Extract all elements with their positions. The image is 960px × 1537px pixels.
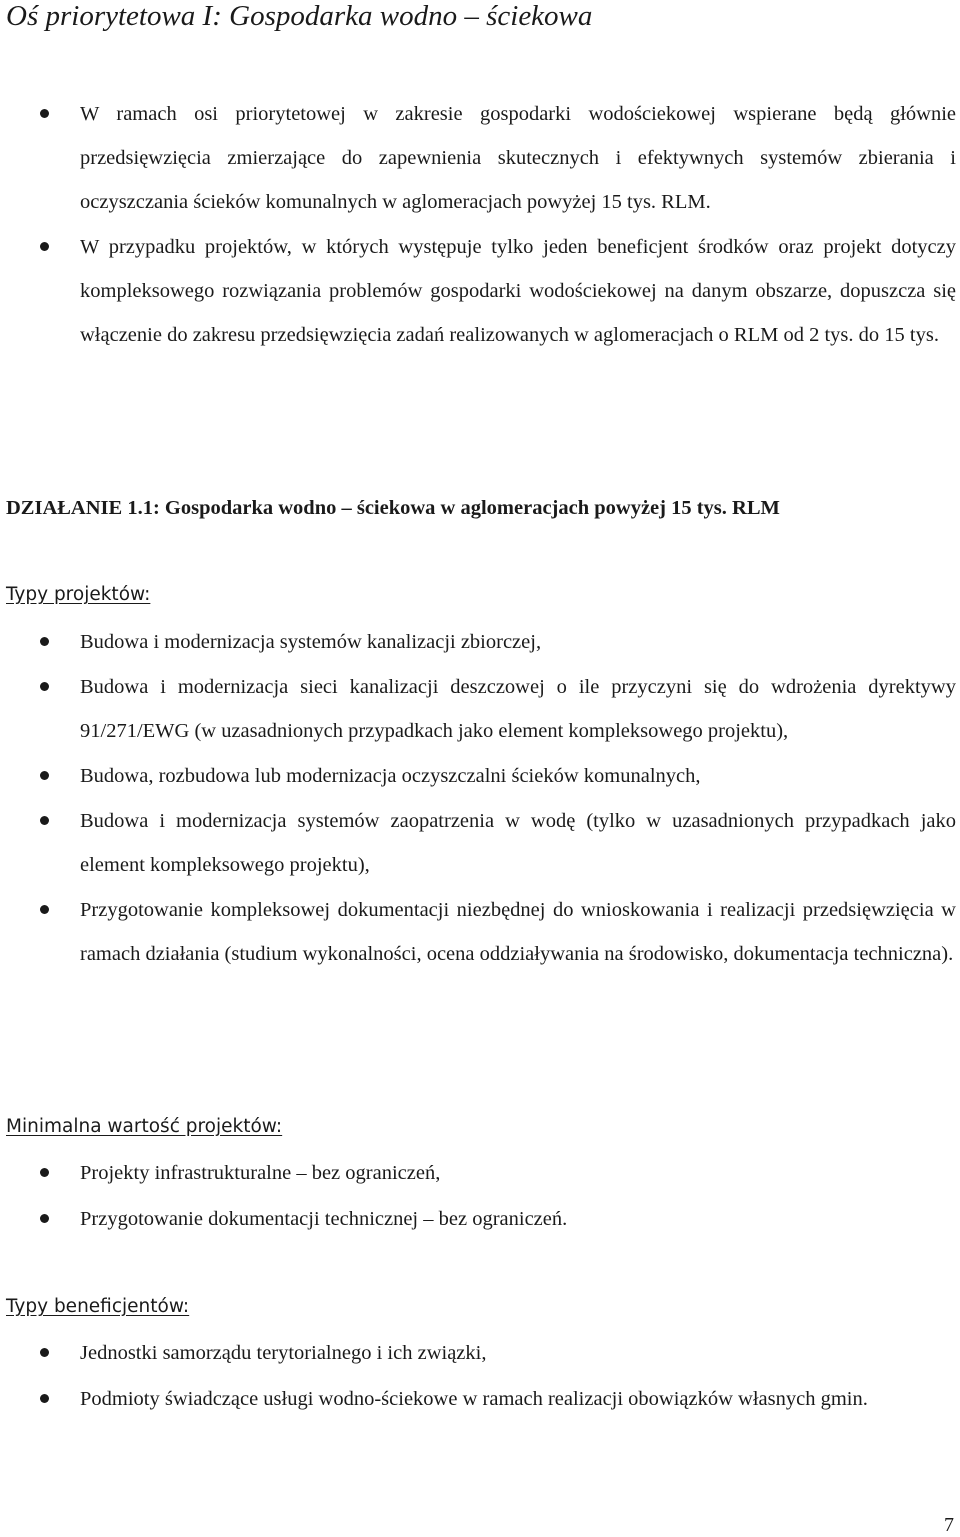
bullet-icon bbox=[40, 1214, 49, 1223]
list-item-text: Jednostki samorządu terytorialnego i ich związki, bbox=[80, 1342, 487, 1364]
bullet-icon bbox=[40, 109, 49, 118]
bullet-icon bbox=[40, 1168, 49, 1177]
project-types-label: Typy projektów: bbox=[6, 584, 151, 605]
bullet-icon bbox=[40, 242, 49, 251]
list-item bbox=[0, 799, 956, 887]
list-item-text: W ramach osi priorytetowej w zakresie gospodarki wodościekowej wspierane będą głównie przedsięwzięcia zmierzające do zapewnienia skutecznych i efektywnych systemów zbierania i oczyszczania ścieków komunalnych w aglomeracjach powyżej 15 tys. RLM. bbox=[80, 103, 956, 213]
bullet-icon bbox=[40, 1348, 49, 1357]
list-item-text: Budowa i modernizacja systemów kanalizacji zbiorczej, bbox=[80, 631, 542, 653]
bullet-icon bbox=[40, 816, 49, 825]
list-item bbox=[0, 1151, 956, 1195]
action-heading: DZIAŁANIE 1.1: Gospodarka wodno – ściekowa w aglomeracjach powyżej 15 tys. RLM bbox=[6, 497, 780, 519]
list-item-text: W przypadku projektów, w których występuje tylko jeden beneficjent środków oraz projekt dotyczy kompleksowego rozwiązania problemów gospodarki wodościekowej na danym obszarze, dopuszcza się włączenie do zakresu przedsięwzięcia zadań realizowanych w aglomeracjach o RLM od 2 tys. do 15 tys. bbox=[80, 236, 956, 346]
list-item-text: Budowa i modernizacja systemów zaopatrzenia w wodę (tylko w uzasadnionych przypadkach jako element kompleksowego projektu), bbox=[80, 810, 956, 876]
min-value-list bbox=[0, 1151, 956, 1241]
list-item-text: Budowa, rozbudowa lub modernizacja oczyszczalni ścieków komunalnych, bbox=[80, 765, 701, 787]
list-item bbox=[0, 665, 956, 753]
list-item-text: Podmioty świadczące usługi wodno-ściekowe w ramach realizacji obowiązków własnych gmin. bbox=[80, 1388, 868, 1410]
list-item bbox=[0, 754, 956, 798]
page-title: Oś priorytetowa I: Gospodarka wodno – ściekowa bbox=[6, 0, 593, 32]
list-item bbox=[0, 1331, 956, 1375]
min-value-label: Minimalna wartość projektów: bbox=[6, 1116, 283, 1137]
list-item bbox=[0, 225, 956, 357]
bullet-icon bbox=[40, 682, 49, 691]
list-item-text: Przygotowanie kompleksowej dokumentacji niezbędnej do wnioskowania i realizacji przedsięwzięcia w ramach działania (studium wykonalności, ocena oddziaływania na środowisko, dokumentacja techniczna). bbox=[80, 899, 956, 965]
bullet-icon bbox=[40, 771, 49, 780]
list-item bbox=[0, 1377, 956, 1421]
project-types-list bbox=[0, 620, 956, 976]
list-item bbox=[0, 1197, 956, 1241]
list-item bbox=[0, 620, 956, 664]
page-number: 7 bbox=[944, 1514, 954, 1536]
list-item-text: Przygotowanie dokumentacji technicznej – bez ograniczeń. bbox=[80, 1208, 568, 1230]
list-item-text: Projekty infrastrukturalne – bez ograniczeń, bbox=[80, 1162, 441, 1184]
beneficiaries-label: Typy beneficjentów: bbox=[6, 1296, 190, 1317]
bullet-icon bbox=[40, 637, 49, 646]
list-item-text: Budowa i modernizacja sieci kanalizacji deszczowej o ile przyczyni się do wdrożenia dyrektywy 91/271/EWG (w uzasadnionych przypadkach jako element kompleksowego projektu), bbox=[80, 676, 956, 742]
intro-list bbox=[0, 92, 956, 357]
list-item bbox=[0, 888, 956, 976]
bullet-icon bbox=[40, 905, 49, 914]
beneficiaries-list bbox=[0, 1331, 956, 1421]
list-item bbox=[0, 92, 956, 224]
bullet-icon bbox=[40, 1394, 49, 1403]
